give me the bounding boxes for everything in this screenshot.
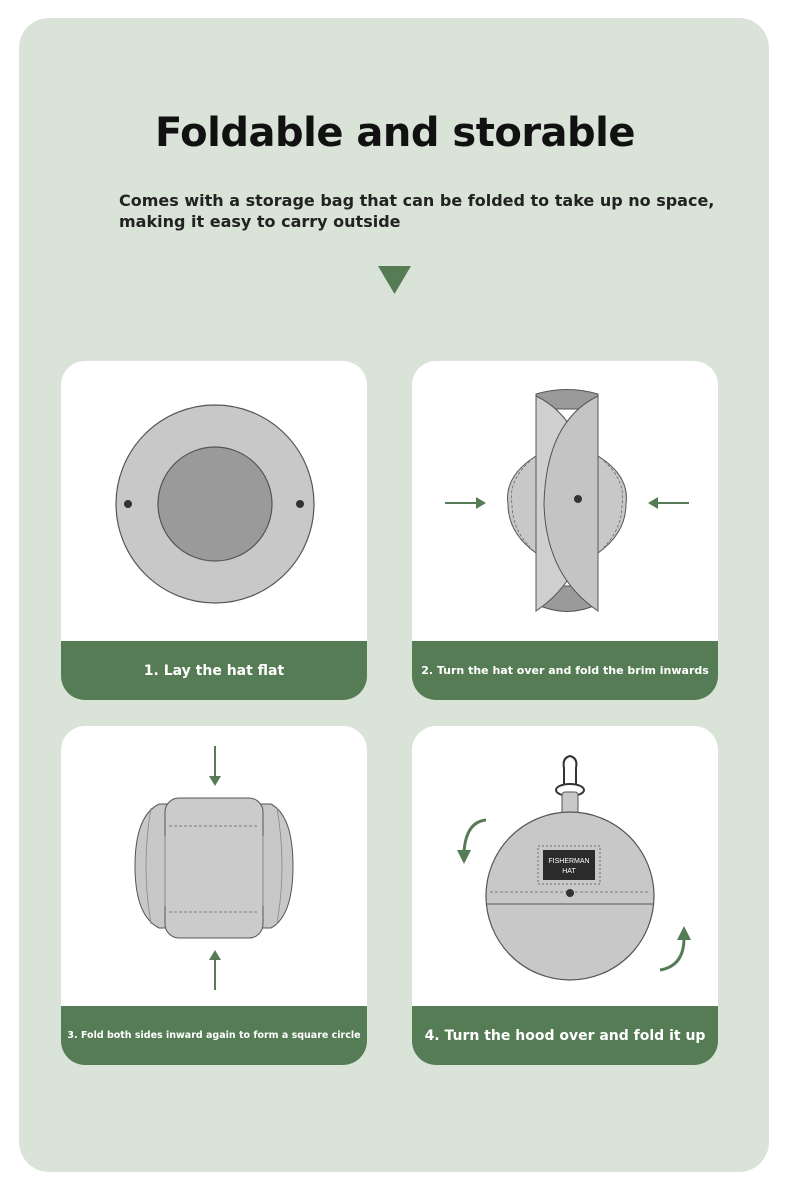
step-card-2 xyxy=(412,361,718,700)
storage-bag-illustration xyxy=(412,726,718,1006)
bag-label-line-1: FISHERMAN xyxy=(548,858,590,865)
subtitle-line-2: making it easy to carry outside xyxy=(119,212,401,231)
folded-brim-illustration xyxy=(412,361,718,641)
step-card-1 xyxy=(61,361,367,700)
down-triangle-icon xyxy=(378,266,411,294)
step-caption-1: 1. Lay the hat flat xyxy=(61,641,367,700)
step-card-4 xyxy=(412,726,718,1065)
subtitle-line-1: Comes with a storage bag that can be folded to take up no space, xyxy=(119,191,715,210)
step-card-3 xyxy=(61,726,367,1065)
square-fold-illustration xyxy=(61,726,367,1006)
page-subtitle xyxy=(119,190,719,232)
step-caption-3: 3. Fold both sides inward again to form a square circle xyxy=(61,1006,367,1065)
page-title: Foldable and storable xyxy=(154,110,636,156)
bag-label-line-2: HAT xyxy=(562,868,576,875)
step-caption-2: 2. Turn the hat over and fold the brim inwards xyxy=(412,641,718,700)
flat-hat-illustration xyxy=(61,361,367,641)
step-caption-4: 4. Turn the hood over and fold it up xyxy=(412,1006,718,1065)
